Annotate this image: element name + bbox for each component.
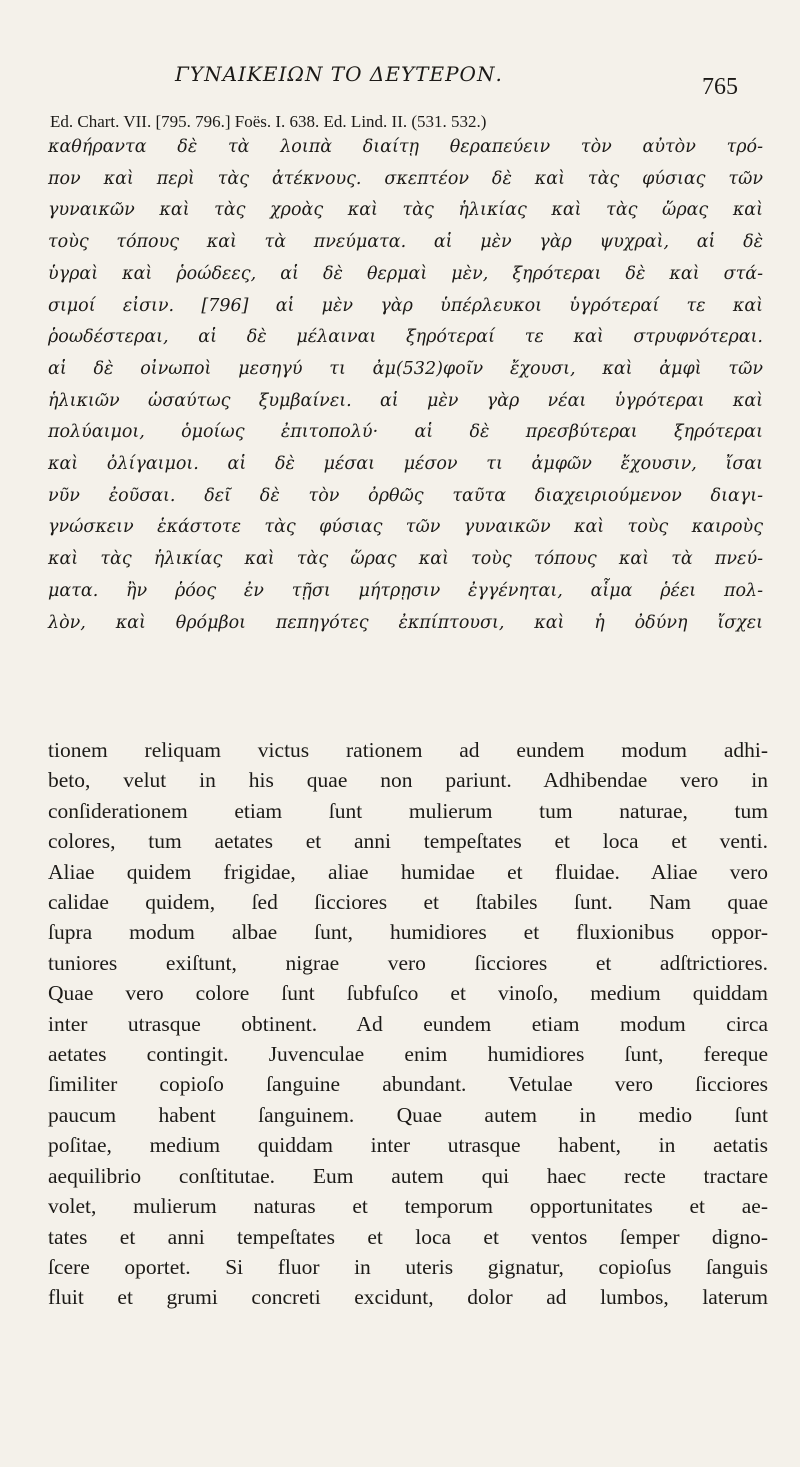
greek-line: σιμοί εἰσιν. [796] αἱ μὲν γὰρ ὑπέρλευκοι ὑγρότεραί τε καὶ: [48, 295, 763, 316]
page-number: 765: [702, 74, 738, 100]
latin-line: aetates contingit. Juvenculae enim humidiores ſunt, fereque: [48, 1042, 768, 1067]
greek-line: καὶ ὀλίγαιμοι. αἱ δὲ μέσαι μέσον τι ἀμφῶν ἔχουσιν, ἴσαι: [48, 454, 763, 475]
greek-text-block: [48, 132, 763, 639]
latin-line: inter utrasque obtinent. Ad eundem etiam modum circa: [48, 1011, 768, 1036]
latin-line: tionem reliquam victus rationem ad eundem modum adhi-: [48, 738, 768, 762]
latin-line: tates et anni tempeſtates et loca et ventos ſemper digno-: [48, 1224, 768, 1249]
latin-line: tuniores exiſtunt, nigrae vero ſicciores et adſtrictiores.: [48, 950, 768, 975]
latin-line: calidae quidem, ſed ſicciores et ſtabiles ſunt. Nam quae: [48, 890, 768, 915]
greek-line: ἡλικιῶν ὡσαύτως ξυμβαίνει. αἱ μὲν γὰρ νέαι ὑγρότεραι καὶ: [48, 390, 763, 411]
greek-line: τοὺς τόπους καὶ τὰ πνεύματα. αἱ μὲν γὰρ ψυχραὶ, αἱ δὲ: [48, 232, 763, 253]
greek-line: καθήραντα δὲ τὰ λοιπὰ διαίτῃ θεραπεύειν τὸν αὐτὸν τρό-: [48, 137, 763, 157]
latin-line: paucum habent ſanguinem. Quae autem in medio ſunt: [48, 1102, 768, 1127]
greek-line: πολύαιμοι, ὁμοίως ἐπιτοπολύ· αἱ δὲ πρεσβύτεραι ξηρότεραι: [48, 422, 763, 443]
latin-line: fluit et grumi concreti excidunt, dolor ad lumbos, laterum: [48, 1285, 768, 1310]
greek-line: καὶ τὰς ἡλικίας καὶ τὰς ὥρας καὶ τοὺς τόπους καὶ τὰ πνεύ-: [48, 549, 763, 570]
latin-line: ſcere oportet. Si fluor in uteris gignatur, copioſus ſanguis: [48, 1254, 768, 1279]
latin-line: beto, velut in his quae non pariunt. Adhibendae vero in: [48, 768, 768, 793]
greek-line: ῥοωδέστεραι, αἱ δὲ μέλαιναι ξηρότεραί τε καὶ στρυφνότεραι.: [48, 327, 763, 348]
greek-line: αἱ δὲ οἰνωποὶ μεσηγύ τι ἀμ(532)φοῖν ἔχουσι, καὶ ἀμφὶ τῶν: [48, 358, 763, 379]
latin-line: aequilibrio conſtitutae. Eum autem qui haec recte tractare: [48, 1163, 768, 1188]
greek-line: ὑγραὶ καὶ ῥοώδεες, αἱ δὲ θερμαὶ μὲν, ξηρότεραι δὲ καὶ στά-: [48, 263, 763, 284]
page-header: [0, 62, 800, 102]
greek-line: γνώσκειν ἑκάστοτε τὰς φύσιας τῶν γυναικῶν καὶ τοὺς καιροὺς: [48, 517, 763, 538]
greek-line: λὸν, καὶ θρόμβοι πεπηγότες ἐκπίπτουσι, καὶ ἡ ὀδύνη ἴσχει: [48, 612, 763, 633]
latin-line: Quae vero colore ſunt ſubfuſco et vinoſo, medium quiddam: [48, 981, 768, 1006]
running-title: ΓΥΝΑΙΚΕΙΩΝ ΤΟ ΔΕΥΤΕΡΟΝ.: [175, 62, 503, 86]
latin-line: volet, mulierum naturas et temporum opportunitates et ae-: [48, 1194, 768, 1219]
latin-line: Aliae quidem frigidae, aliae humidae et fluidae. Aliae vero: [48, 859, 768, 884]
latin-text-block: [48, 735, 768, 1313]
greek-line: νῦν ἐοῦσαι. δεῖ δὲ τὸν ὀρθῶς ταῦτα διαχειριούμενον διαγι-: [48, 485, 763, 506]
edition-reference-line: Ed. Chart. VII. [795. 796.] Foës. I. 638. Ed. Lind. II. (531. 532.): [50, 112, 487, 131]
greek-line: γυναικῶν καὶ τὰς χροὰς καὶ τὰς ἡλικίας καὶ τὰς ὥρας καὶ: [48, 200, 763, 221]
latin-line: colores, tum aetates et anni tempeſtates et loca et venti.: [48, 829, 768, 854]
latin-line: conſiderationem etiam ſunt mulierum tum naturae, tum: [48, 798, 768, 823]
latin-line: ſimiliter copioſo ſanguine abundant. Vetulae vero ſicciores: [48, 1072, 768, 1097]
latin-line: poſitae, medium quiddam inter utrasque habent, in aetatis: [48, 1133, 768, 1158]
greek-line: ματα. ἢν ῥόος ἐν τῇσι μήτρῃσιν ἐγγένηται, αἷμα ῥέει πολ-: [48, 580, 763, 601]
latin-line: ſupra modum albae ſunt, humidiores et fluxionibus oppor-: [48, 920, 768, 945]
greek-line: πον καὶ περὶ τὰς ἀτέκνους. σκεπτέον δὲ καὶ τὰς φύσιας τῶν: [48, 168, 763, 189]
